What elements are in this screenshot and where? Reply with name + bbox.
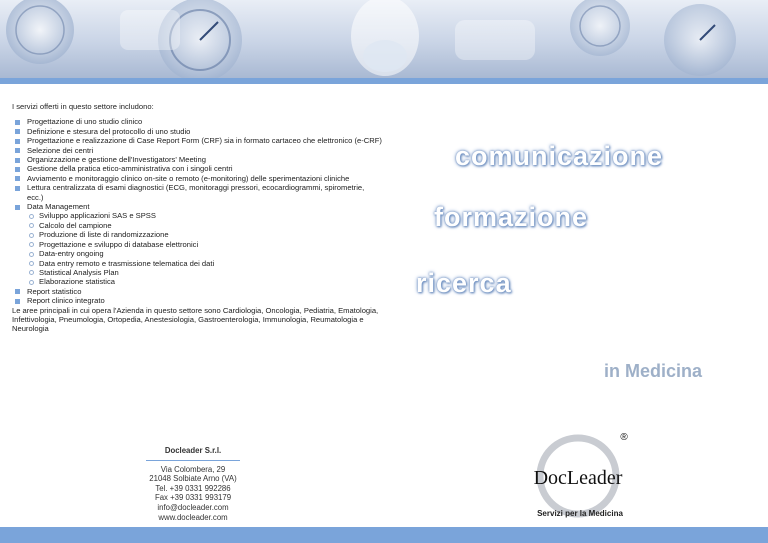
service-item: Report clinico integrato (12, 296, 382, 305)
data-management-sublist (27, 211, 382, 286)
service-item-data-management (12, 202, 382, 287)
phone-line: Tel. +39 0331 992286 (155, 483, 231, 493)
docleader-logo (530, 428, 630, 522)
website-link[interactable]: www.docleader.com (158, 512, 228, 522)
sub-item: Elaborazione statistica (27, 277, 382, 286)
headline-ricerca: ricerca (416, 268, 512, 298)
service-item: Avviamento e monitoraggio clinico on-site o remoto (e-monitoring) delle sperimentazioni cliniche (12, 174, 382, 183)
logo-wordmark: DocLeader (533, 467, 623, 489)
footer-stripe (0, 527, 768, 543)
sub-item: Produzione di liste di randomizzazione (27, 230, 382, 239)
headline-formazione: formazione (434, 202, 589, 232)
service-item-label: Data Management (27, 202, 90, 212)
services-content (12, 102, 382, 334)
email-link[interactable]: info@docleader.com (157, 502, 229, 512)
services-intro: I servizi offerti in questo settore includono: (12, 102, 154, 111)
registered-mark: ® (620, 432, 628, 443)
logo-tagline: Servizi per la Medicina (537, 509, 623, 518)
headline-comunicazione: comunicazione (455, 141, 664, 171)
sub-item: Data-entry ongoing (27, 249, 382, 258)
sub-item: Data entry remoto e trasmissione telematica dei dati (27, 259, 382, 268)
sub-item: Sviluppo applicazioni SAS e SPSS (27, 211, 382, 220)
banner-collage-image (0, 0, 768, 78)
service-item: Selezione dei centri (12, 146, 382, 155)
service-item: Progettazione e realizzazione di Case Report Form (CRF) sia in formato cartaceo che elettronico (e-CRF) (12, 136, 382, 145)
city-line: 21048 Solbiate Arno (VA) (149, 474, 237, 484)
header-divider-stripe (0, 78, 768, 84)
service-item: Progettazione di uno studio clinico (12, 117, 382, 126)
areas-paragraph: Le aree principali in cui opera l'Azienda in questo settore sono Cardiologia, Oncologia, Pediatria, Ematologia, Infettivologia, Pneumologia, Ortopedia, Anestesiologia, Gastroenterologia, Immunologia, Reumatologia e Neurologia (12, 305, 379, 334)
sub-item: Statistical Analysis Plan (27, 268, 382, 277)
service-item: Report statistico (12, 287, 382, 296)
headline-subtitle: in Medicina (604, 361, 703, 381)
service-item: Organizzazione e gestione dell'Investigators' Meeting (12, 155, 382, 164)
service-item: Gestione della pratica etico-amministrativa con i singoli centri (12, 164, 382, 173)
service-item: Definizione e stesura del protocollo di uno studio (12, 127, 382, 136)
services-list (12, 117, 382, 305)
sub-item: Progettazione e sviluppo di database elettronici (27, 240, 382, 249)
address-line: Via Colombera, 29 (160, 464, 226, 474)
service-item: Lettura centralizzata di esami diagnostici (ECG, monitoraggi pressori, ecocardiogrammi, spirometrie, ecc.) (12, 183, 382, 202)
company-name: Docleader S.r.l. (146, 446, 240, 461)
header-photo-banner (0, 0, 768, 78)
contact-block (146, 446, 240, 522)
fax-line: Fax +39 0331 993179 (154, 493, 232, 503)
sub-item: Calcolo del campione (27, 221, 382, 230)
